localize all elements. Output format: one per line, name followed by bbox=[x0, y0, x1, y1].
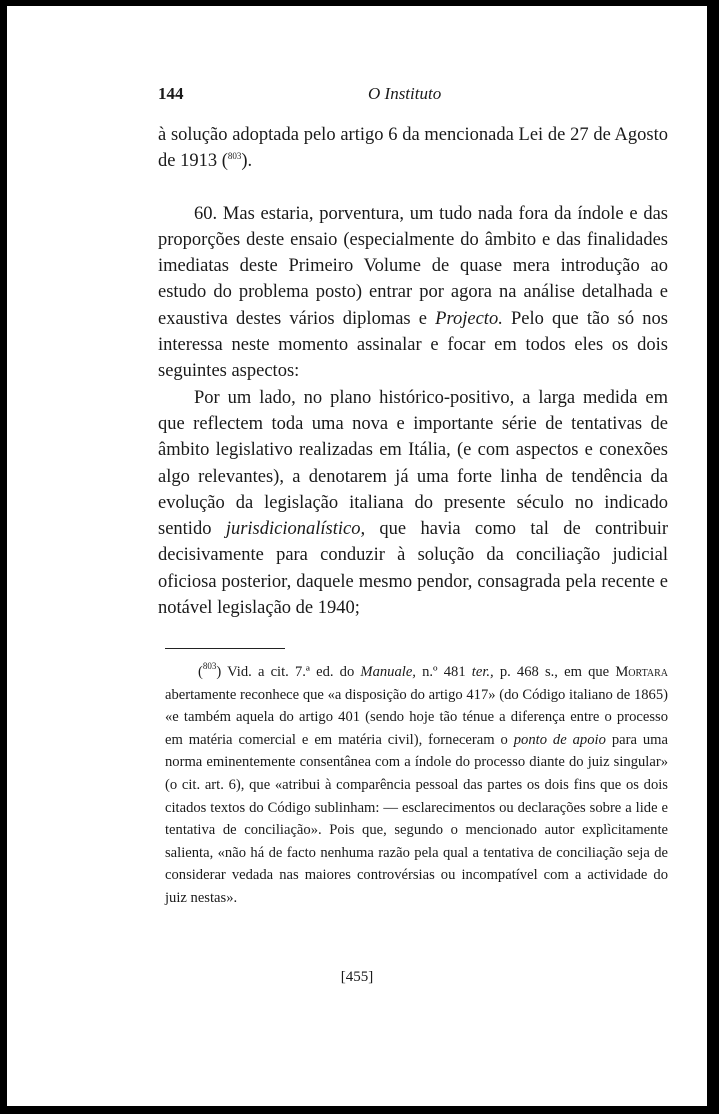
footnote-ref: 803 bbox=[227, 151, 242, 162]
page-number: 144 bbox=[158, 84, 184, 103]
page-header bbox=[158, 84, 678, 108]
main-text bbox=[158, 122, 668, 621]
paragraph-aspects: Por um lado, no plano histórico-positivo, a larga medida em que reflectem toda uma nova e importante série de tentativas de âmbito legislativo realizadas em Itália, (e com aspectos e conexões algo relevantes), a denotarem já uma forte linha de tendência da evolução da legislação italiana do presente século no indicado sentido jurisdicionalístico, que havia como tal de contribuir decisivamente para conduzir à solução da conciliação judicial oficiosa posterior, daquele mesmo pendor, consagrada pela recente e notável legislação de 1940; bbox=[158, 387, 668, 619]
book-page bbox=[7, 6, 707, 1106]
running-title: O Instituto bbox=[368, 84, 442, 103]
footnote-number: 803 bbox=[202, 661, 217, 671]
footnote-divider bbox=[165, 648, 285, 649]
folio-number: [455] bbox=[340, 969, 374, 985]
footnote-803: ($^{803}$) Vid. a cit. 7.ª ed. do Manuale, n.º 481 ter., p. 468 s., em que Mortara abertamente reconhece que «a disposição do artigo 417» (do Código italiano de 1865) «e também aquela do artigo 401 (sendo hoje tão ténue a diferença entre o processo em matéria comercial e em matéria civil), forneceram o ponto de apoio para uma norma eminentemente consentânea com a índole do processo diante do juiz singular» (o cit. art. 6), que «atribui à comparência pessoal das partes os dois fins que os dois citados textos do Código sublinham: — esclarecimentos ou declarações sobre a lide e tentativa de conciliação». Pois que, segundo o mencionado autor explìcitamente salienta, «não há de facto nenhuma razão pela qual a tentativa de conciliação seja de considerar vedada nas maiores controvérsias ou incompatível com a actividade do juiz nestas». bbox=[165, 661, 669, 906]
footnote bbox=[165, 661, 668, 910]
paragraph-60: 60. Mas estaria, porventura, um tudo nada fora da índole e das proporções deste ensaio (especialmente do âmbito e das finalidades imediatas deste Primeiro Volume de quase mera introdução ao estudo do problema posto) entrar por agora na análise detalhada e exaustiva destes vários diplomas e Projecto. Pelo que tão só nos interessa neste momento assinalar e focar em todos eles os dois seguintes aspectos: bbox=[158, 203, 668, 382]
paragraph-continued: à solução adoptada pelo artigo 6 da mencionada Lei de 27 de Agosto de 1913 ($^{803}$). bbox=[158, 125, 668, 172]
